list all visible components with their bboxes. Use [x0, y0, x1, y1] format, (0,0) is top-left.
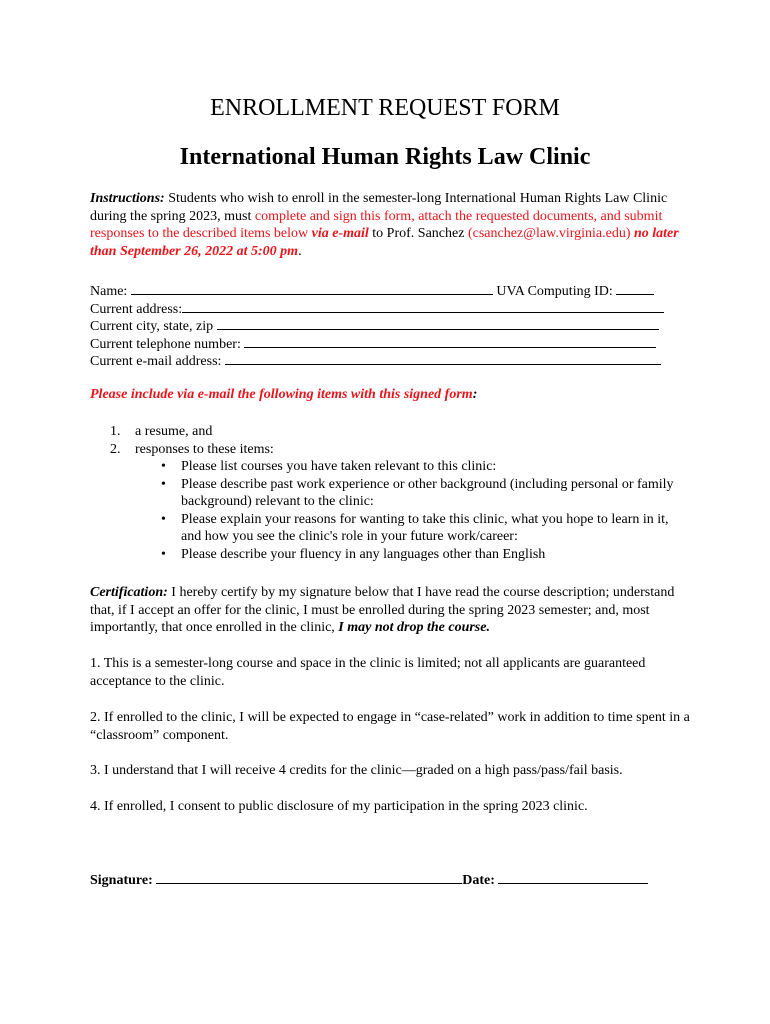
name-field[interactable]: [131, 281, 493, 295]
required-items-list: [90, 423, 690, 563]
list-item: [90, 441, 690, 459]
bullet-item: [90, 546, 681, 564]
instructions-text-2: to Prof. Sanchez: [368, 226, 468, 241]
uva-id-label: UVA Computing ID:: [496, 284, 613, 299]
signature-label: Signature:: [90, 873, 153, 888]
bullet-icon: •: [161, 511, 166, 527]
instructions-label: Instructions:: [90, 191, 165, 206]
certification-text: I hereby certify by my signature below that I have read the course description; understand that, if I accept an offer for the clinic, I must be enrolled during the spring 2023 semester; and, most importantly, that once enrolled in the clinic,: [90, 585, 675, 635]
bullet-text: Please describe your fluency in any languages other than English: [181, 546, 546, 562]
include-heading-colon: :: [472, 387, 478, 402]
bullet-icon: •: [161, 546, 166, 562]
list-item-text: responses to these items:: [135, 441, 274, 457]
instructions-text-1: Students who wish to enroll in the semester-long International Human Rights Law Clinic during the spring 2023, must: [90, 191, 668, 224]
instructions-red-text: complete and sign this form, attach the requested documents, and submit responses to the described items below: [90, 208, 663, 241]
uva-id-field[interactable]: [616, 281, 654, 295]
address-row: [90, 299, 690, 317]
contact-fields: [90, 281, 690, 369]
point-1: 1. This is a semester-long course and space in the clinic is limited; not all applicants are guaranteed acceptance to the clinic.: [90, 656, 646, 689]
bullet-item: [90, 476, 681, 511]
name-row: [90, 281, 690, 299]
phone-row: [90, 334, 690, 352]
include-heading-text: Please include via e-mail the following items with this signed form: [90, 387, 473, 402]
address-label: Current address:: [90, 301, 183, 317]
list-item-number: 2.: [110, 441, 121, 457]
deadline-period: .: [298, 243, 302, 259]
bullet-text: Please describe past work experience or other background (including personal or family background) relevant to the clinic:: [181, 476, 674, 509]
list-item-text: a resume, and: [135, 424, 213, 439]
point-4: 4. If enrolled, I consent to public disclosure of my participation in the spring 2023 clinic.: [90, 799, 588, 814]
city-field[interactable]: [217, 316, 659, 330]
list-item: [90, 423, 690, 441]
signature-row: [90, 870, 690, 890]
name-label: Name:: [90, 284, 128, 299]
point-2: 2. If enrolled to the clinic, I will be expected to engage in “case-related” work in addition to time spent in a “classroom” component.: [90, 710, 690, 743]
deadline-text: no later than September 26, 2022 at 5:00 pm: [90, 226, 679, 259]
signature-field[interactable]: [156, 870, 462, 884]
email-label: Current e-mail address:: [90, 354, 222, 369]
instructions-paragraph: [90, 190, 690, 260]
certification-emphasis: I may not drop the course.: [338, 620, 490, 635]
professor-email: (csanchez@law.virginia.edu): [467, 226, 631, 241]
certification-label: Certification:: [90, 585, 168, 600]
include-heading: [90, 386, 690, 404]
bullet-item: [90, 458, 681, 476]
bullet-icon: •: [161, 476, 166, 492]
date-field[interactable]: [498, 870, 648, 884]
response-items-list: [90, 458, 690, 563]
city-row: [90, 316, 690, 334]
form-title: ENROLLMENT REQUEST FORM: [210, 95, 560, 121]
bullet-item: [90, 511, 681, 546]
city-label: Current city, state, zip: [90, 319, 214, 334]
bullet-text: Please list courses you have taken relevant to this clinic:: [181, 459, 497, 474]
list-item-number: 1.: [110, 424, 121, 439]
date-label: Date:: [462, 873, 495, 888]
clinic-title: International Human Rights Law Clinic: [179, 144, 591, 170]
phone-label: Current telephone number:: [90, 336, 241, 352]
certification-paragraph: [90, 584, 690, 637]
address-field[interactable]: [182, 299, 664, 313]
email-row: [90, 351, 690, 369]
point-3: 3. I understand that I will receive 4 credits for the clinic—graded on a high pass/pass/fail basis.: [90, 763, 623, 778]
bullet-text: Please explain your reasons for wanting to take this clinic, what you hope to learn in it, and how you see the clinic's role in your future work/career:: [181, 511, 669, 544]
via-email-emphasis: via e-mail: [311, 226, 369, 241]
phone-field[interactable]: [244, 334, 656, 348]
email-field[interactable]: [225, 351, 661, 365]
bullet-icon: •: [161, 459, 166, 474]
